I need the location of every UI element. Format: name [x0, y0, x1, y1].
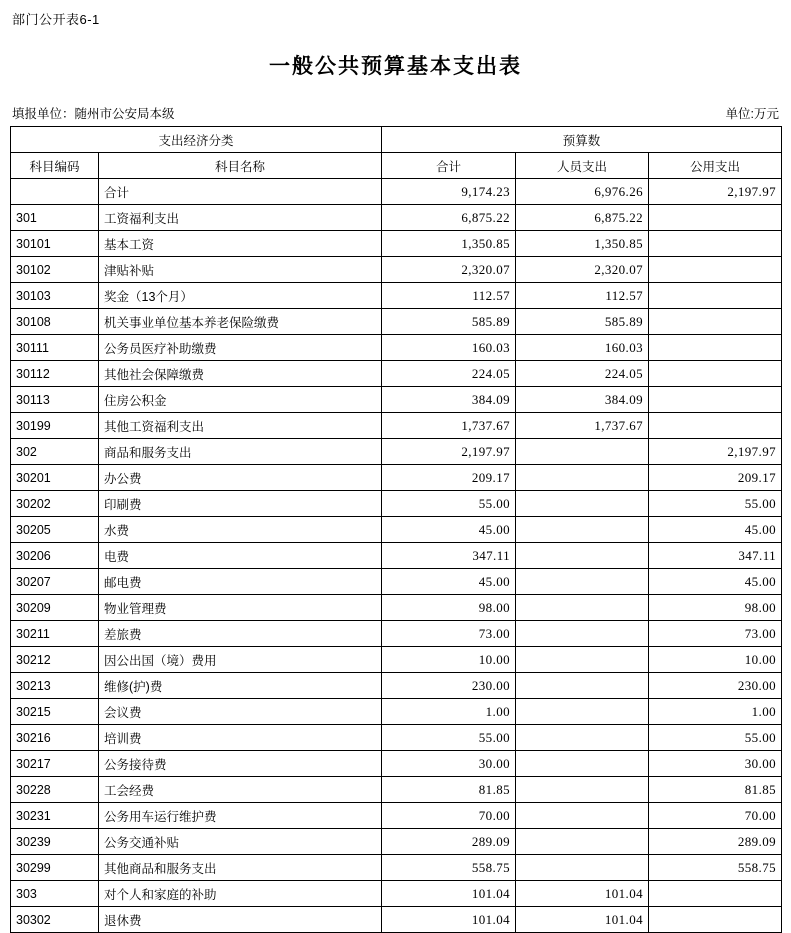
table-row [11, 179, 782, 205]
cell-subject-code: 30206 [11, 543, 99, 569]
cell-total-amount: 209.17 [382, 465, 516, 491]
cell-total-amount: 1,737.67 [382, 413, 516, 439]
cell-total-amount: 224.05 [382, 361, 516, 387]
cell-subject-code: 30239 [11, 829, 99, 855]
cell-person-amount [516, 517, 649, 543]
cell-person-amount [516, 439, 649, 465]
cell-person-amount: 6,875.22 [516, 205, 649, 231]
table-body [11, 179, 782, 933]
cell-subject-code: 30113 [11, 387, 99, 413]
cell-person-amount [516, 673, 649, 699]
cell-subject-name: 其他商品和服务支出 [99, 855, 382, 881]
cell-subject-code: 30209 [11, 595, 99, 621]
cell-public-amount: 30.00 [649, 751, 782, 777]
cell-total-amount: 81.85 [382, 777, 516, 803]
cell-person-amount [516, 751, 649, 777]
cell-subject-code: 30101 [11, 231, 99, 257]
cell-subject-code: 30228 [11, 777, 99, 803]
cell-subject-code: 30302 [11, 907, 99, 933]
cell-total-amount: 10.00 [382, 647, 516, 673]
cell-subject-name: 工资福利支出 [99, 205, 382, 231]
cell-subject-code: 30201 [11, 465, 99, 491]
cell-public-amount [649, 361, 782, 387]
cell-total-amount: 347.11 [382, 543, 516, 569]
cell-public-amount: 70.00 [649, 803, 782, 829]
cell-subject-code: 30216 [11, 725, 99, 751]
cell-person-amount: 1,737.67 [516, 413, 649, 439]
cell-subject-name: 合计 [99, 179, 382, 205]
table-row [11, 647, 782, 673]
cell-subject-name: 奖金（13个月） [99, 283, 382, 309]
cell-subject-name: 电费 [99, 543, 382, 569]
cell-subject-code: 30211 [11, 621, 99, 647]
cell-person-amount: 585.89 [516, 309, 649, 335]
cell-person-amount: 2,320.07 [516, 257, 649, 283]
cell-public-amount: 45.00 [649, 517, 782, 543]
cell-person-amount: 384.09 [516, 387, 649, 413]
cell-public-amount: 73.00 [649, 621, 782, 647]
cell-total-amount: 230.00 [382, 673, 516, 699]
column-header-personnel: 人员支出 [516, 153, 649, 179]
cell-total-amount: 160.03 [382, 335, 516, 361]
cell-person-amount [516, 465, 649, 491]
table-row [11, 881, 782, 907]
table-row [11, 257, 782, 283]
cell-total-amount: 9,174.23 [382, 179, 516, 205]
cell-subject-name: 机关事业单位基本养老保险缴费 [99, 309, 382, 335]
cell-subject-name: 津贴补贴 [99, 257, 382, 283]
cell-person-amount [516, 829, 649, 855]
cell-person-amount [516, 491, 649, 517]
cell-subject-name: 公务员医疗补助缴费 [99, 335, 382, 361]
cell-total-amount: 585.89 [382, 309, 516, 335]
cell-total-amount: 70.00 [382, 803, 516, 829]
cell-public-amount: 81.85 [649, 777, 782, 803]
cell-public-amount [649, 335, 782, 361]
cell-total-amount: 1.00 [382, 699, 516, 725]
cell-total-amount: 384.09 [382, 387, 516, 413]
column-header-public: 公用支出 [649, 153, 782, 179]
cell-total-amount: 98.00 [382, 595, 516, 621]
cell-subject-code: 30205 [11, 517, 99, 543]
cell-total-amount: 112.57 [382, 283, 516, 309]
cell-person-amount [516, 803, 649, 829]
cell-subject-name: 维修(护)费 [99, 673, 382, 699]
table-row [11, 777, 782, 803]
column-header-total: 合计 [382, 153, 516, 179]
cell-subject-code: 30202 [11, 491, 99, 517]
table-row [11, 335, 782, 361]
table-group-header-row [11, 127, 782, 153]
cell-subject-code: 30112 [11, 361, 99, 387]
table-row [11, 725, 782, 751]
cell-public-amount: 10.00 [649, 647, 782, 673]
cell-public-amount: 230.00 [649, 673, 782, 699]
cell-person-amount: 101.04 [516, 881, 649, 907]
cell-subject-code: 30108 [11, 309, 99, 335]
cell-public-amount [649, 907, 782, 933]
table-row [11, 855, 782, 881]
cell-subject-name: 公务交通补贴 [99, 829, 382, 855]
cell-person-amount: 1,350.85 [516, 231, 649, 257]
table-head [11, 127, 782, 179]
cell-public-amount [649, 231, 782, 257]
cell-person-amount: 112.57 [516, 283, 649, 309]
currency-unit-label: 单位:万元 [725, 107, 779, 121]
cell-public-amount: 55.00 [649, 725, 782, 751]
cell-subject-code: 30111 [11, 335, 99, 361]
cell-subject-code: 30217 [11, 751, 99, 777]
table-row [11, 439, 782, 465]
table-row [11, 231, 782, 257]
cell-total-amount: 30.00 [382, 751, 516, 777]
cell-subject-code: 30207 [11, 569, 99, 595]
cell-subject-name: 会议费 [99, 699, 382, 725]
cell-subject-code [11, 179, 99, 205]
cell-subject-name: 因公出国（境）费用 [99, 647, 382, 673]
cell-subject-name: 水费 [99, 517, 382, 543]
filler-unit-label: 填报单位：随州市公安局本级 [12, 107, 175, 121]
cell-subject-name: 基本工资 [99, 231, 382, 257]
cell-public-amount: 45.00 [649, 569, 782, 595]
table-row [11, 621, 782, 647]
table-row [11, 751, 782, 777]
table-row [11, 829, 782, 855]
cell-subject-name: 公务用车运行维护费 [99, 803, 382, 829]
cell-subject-code: 30213 [11, 673, 99, 699]
cell-public-amount: 1.00 [649, 699, 782, 725]
cell-subject-name: 工会经费 [99, 777, 382, 803]
cell-person-amount: 160.03 [516, 335, 649, 361]
cell-person-amount [516, 569, 649, 595]
cell-person-amount: 6,976.26 [516, 179, 649, 205]
cell-subject-code: 30103 [11, 283, 99, 309]
cell-subject-name: 其他社会保障缴费 [99, 361, 382, 387]
cell-subject-code: 30199 [11, 413, 99, 439]
cell-subject-name: 物业管理费 [99, 595, 382, 621]
cell-subject-name: 商品和服务支出 [99, 439, 382, 465]
meta-row [10, 104, 781, 122]
cell-total-amount: 558.75 [382, 855, 516, 881]
table-row [11, 543, 782, 569]
cell-subject-code: 302 [11, 439, 99, 465]
table-row [11, 517, 782, 543]
table-row [11, 673, 782, 699]
table-row [11, 309, 782, 335]
cell-person-amount [516, 543, 649, 569]
cell-subject-code: 301 [11, 205, 99, 231]
cell-public-amount: 55.00 [649, 491, 782, 517]
cell-total-amount: 45.00 [382, 569, 516, 595]
cell-total-amount: 101.04 [382, 907, 516, 933]
cell-total-amount: 2,197.97 [382, 439, 516, 465]
cell-total-amount: 2,320.07 [382, 257, 516, 283]
cell-person-amount [516, 725, 649, 751]
cell-subject-name: 对个人和家庭的补助 [99, 881, 382, 907]
table-row [11, 595, 782, 621]
cell-subject-code: 30212 [11, 647, 99, 673]
group-header-category: 支出经济分类 [11, 127, 382, 153]
group-header-budget: 预算数 [382, 127, 782, 153]
page-title: 一般公共预算基本支出表 [269, 55, 522, 78]
cell-public-amount: 209.17 [649, 465, 782, 491]
cell-public-amount: 2,197.97 [649, 179, 782, 205]
cell-person-amount [516, 777, 649, 803]
cell-subject-name: 退休费 [99, 907, 382, 933]
cell-public-amount [649, 881, 782, 907]
cell-person-amount [516, 647, 649, 673]
cell-subject-code: 30231 [11, 803, 99, 829]
cell-subject-name: 住房公积金 [99, 387, 382, 413]
cell-public-amount: 558.75 [649, 855, 782, 881]
cell-person-amount [516, 699, 649, 725]
cell-subject-name: 邮电费 [99, 569, 382, 595]
cell-public-amount [649, 257, 782, 283]
cell-total-amount: 289.09 [382, 829, 516, 855]
table-row [11, 465, 782, 491]
cell-public-amount: 347.11 [649, 543, 782, 569]
cell-total-amount: 6,875.22 [382, 205, 516, 231]
cell-subject-name: 公务接待费 [99, 751, 382, 777]
table-row [11, 803, 782, 829]
cell-public-amount [649, 413, 782, 439]
document-code: 部门公开表6-1 [12, 12, 100, 27]
cell-person-amount [516, 855, 649, 881]
cell-public-amount: 98.00 [649, 595, 782, 621]
cell-public-amount [649, 309, 782, 335]
cell-subject-name: 差旅费 [99, 621, 382, 647]
cell-total-amount: 55.00 [382, 491, 516, 517]
cell-subject-name: 其他工资福利支出 [99, 413, 382, 439]
cell-public-amount: 289.09 [649, 829, 782, 855]
table-row [11, 569, 782, 595]
cell-person-amount [516, 621, 649, 647]
cell-subject-name: 办公费 [99, 465, 382, 491]
cell-total-amount: 1,350.85 [382, 231, 516, 257]
cell-total-amount: 45.00 [382, 517, 516, 543]
cell-subject-name: 印刷费 [99, 491, 382, 517]
cell-total-amount: 55.00 [382, 725, 516, 751]
cell-total-amount: 73.00 [382, 621, 516, 647]
cell-subject-code: 30102 [11, 257, 99, 283]
cell-public-amount [649, 387, 782, 413]
budget-table [10, 126, 782, 933]
cell-subject-code: 30215 [11, 699, 99, 725]
cell-subject-code: 30299 [11, 855, 99, 881]
column-header-name: 科目名称 [99, 153, 382, 179]
table-row [11, 491, 782, 517]
cell-public-amount [649, 205, 782, 231]
cell-person-amount [516, 595, 649, 621]
table-row [11, 699, 782, 725]
cell-total-amount: 101.04 [382, 881, 516, 907]
cell-public-amount [649, 283, 782, 309]
table-row [11, 907, 782, 933]
cell-subject-code: 303 [11, 881, 99, 907]
column-header-code: 科目编码 [11, 153, 99, 179]
table-row [11, 413, 782, 439]
table-row [11, 387, 782, 413]
cell-public-amount: 2,197.97 [649, 439, 782, 465]
table-row [11, 283, 782, 309]
table-row [11, 361, 782, 387]
table-column-header-row [11, 153, 782, 179]
table-row [11, 205, 782, 231]
cell-subject-name: 培训费 [99, 725, 382, 751]
cell-person-amount: 101.04 [516, 907, 649, 933]
cell-person-amount: 224.05 [516, 361, 649, 387]
